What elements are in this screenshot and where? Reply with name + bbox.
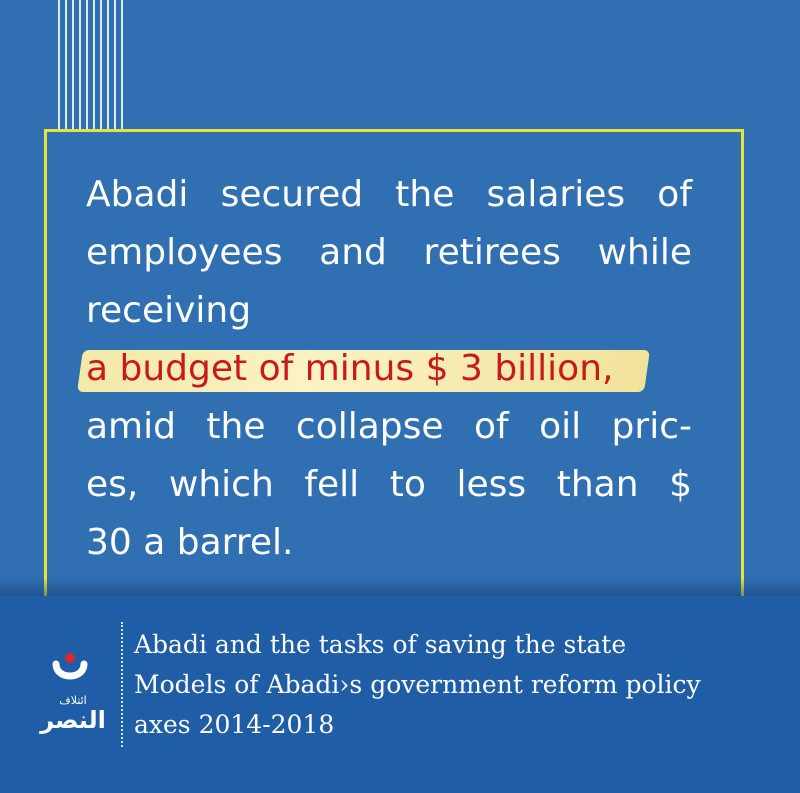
quote-line-1: Abadi secured the salaries of <box>86 174 692 215</box>
decorative-stripes <box>58 0 128 132</box>
logo-icon <box>50 650 90 690</box>
alliance-logo <box>38 650 108 740</box>
footer-title-line-2: Models of Abadi›s government reform policy <box>134 670 701 699</box>
footer-title-line-3: axes 2014-2018 <box>134 710 335 739</box>
quote-line-6: es, which fell to less than $ <box>86 464 692 505</box>
dotted-divider <box>121 622 123 747</box>
quote-line-7: 30 a barrel. <box>86 522 294 563</box>
footer-shadow <box>0 578 800 598</box>
quote-line-2: employees and retirees while <box>86 232 692 273</box>
footer-title-block <box>134 625 784 745</box>
quote-line-5: amid the collapse of oil pric- <box>86 406 692 447</box>
logo-big-text: النصر <box>40 706 106 734</box>
footer-title-line-1: Abadi and the tasks of saving the state <box>134 630 627 659</box>
logo-small-text: ائتلاف <box>59 694 87 707</box>
quote-line-3: receiving <box>86 290 252 331</box>
highlighted-budget-text: a budget of minus $ 3 billion, <box>82 340 617 398</box>
quote-block <box>86 166 692 572</box>
